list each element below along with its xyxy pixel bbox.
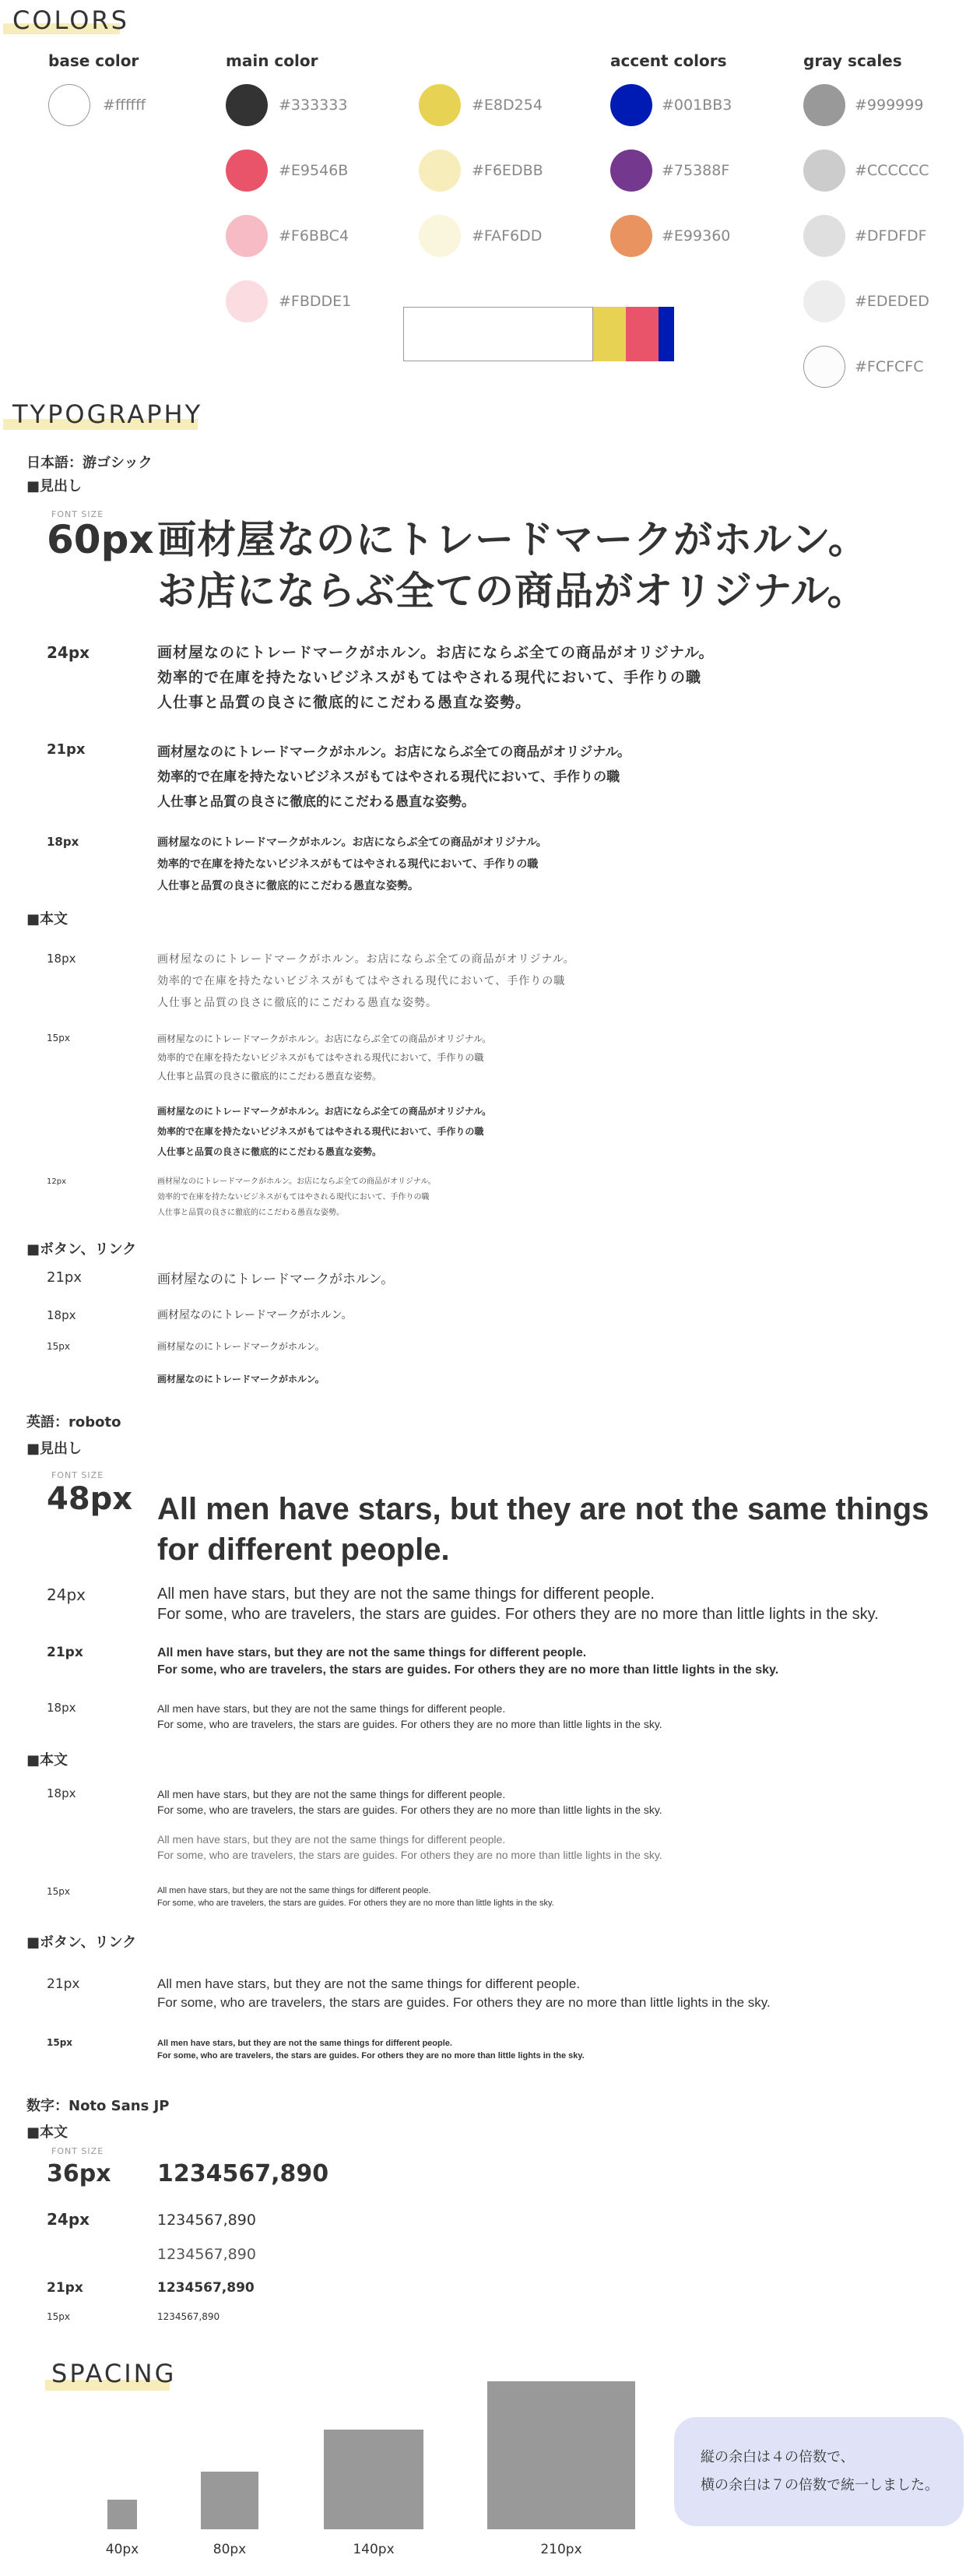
en-font-heading: 英語：roboto bbox=[26, 1414, 121, 1431]
size-label-21: 21px bbox=[47, 2280, 83, 2296]
ja-heading-60: 画材屋なのにトレードマークがホルン。 お店にならぶ全ての商品がオリジナル。 bbox=[157, 517, 868, 614]
hex-label: #FCFCFC bbox=[855, 358, 924, 375]
ratio-white bbox=[403, 307, 593, 361]
size-label-21: 21px bbox=[47, 1645, 83, 1660]
spacing-label-210: 210px bbox=[540, 2542, 582, 2557]
size-label-15: 15px bbox=[47, 1033, 70, 1043]
ratio-red bbox=[626, 307, 659, 361]
swatch-gray bbox=[803, 215, 845, 257]
num-36: 1234567,890 bbox=[157, 2160, 329, 2187]
hex-label: #001BB3 bbox=[662, 97, 732, 114]
spacing-square-80 bbox=[201, 2472, 258, 2529]
ja-headline-heading: ■見出し bbox=[26, 478, 83, 494]
en-body-18: All men have stars, but they are not the same things for different people. For some, who are travelers, the stars are guides. For others they are no more than little lights in the sky. bbox=[157, 1788, 662, 1816]
swatch-main bbox=[226, 150, 268, 192]
ja-heading-21: 画材屋なのにトレードマークがホルン。お店にならぶ全ての商品がオリジナル。 効率的で在庫を持たないビジネスがもてはやされる現代において、手作りの職 人仕事と品質の良さに徹底的にこだわる愚直な姿勢。 bbox=[157, 744, 631, 810]
en-text-21: All men have stars, but they are not the same things for different people. For some, who are travelers, the stars are guides. For others they are no more than little lights in the sky. bbox=[157, 1646, 779, 1677]
ratio-yellow bbox=[593, 307, 626, 361]
size-label-12: 12px bbox=[47, 1177, 66, 1186]
en-body-15: All men have stars, but they are not the same things for different people. For some, who are travelers, the stars are guides. For others they are no more than little lights in the sky. bbox=[157, 1886, 554, 1908]
swatch-gray bbox=[803, 84, 845, 126]
spacing-square-210 bbox=[487, 2381, 635, 2529]
hex-label: #CCCCCC bbox=[855, 162, 929, 179]
size-label-24: 24px bbox=[47, 1585, 86, 1604]
hex-label: #E9546B bbox=[279, 162, 349, 179]
hex-label: #75388F bbox=[662, 162, 730, 179]
hex-label: #333333 bbox=[279, 97, 348, 114]
ja-body-18: 画材屋なのにトレードマークがホルン。お店にならぶ全ての商品がオリジナル。 効率的で在庫を持たないビジネスがもてはやされる現代において、手作りの職 人仕事と品質の良さに徹底的にこだわる愚直な姿勢。 bbox=[157, 953, 575, 1009]
hex-label: #F6BBC4 bbox=[279, 227, 350, 245]
accent-colors-heading: accent colors bbox=[610, 51, 727, 70]
size-label-60: 60px bbox=[47, 517, 154, 562]
ja-body-15: 画材屋なのにトレードマークがホルン。お店にならぶ全ての商品がオリジナル。 効率的で在庫を持たないビジネスがもてはやされる現代において、手作りの職 人仕事と品質の良さに徹底的にこだわる愚直な姿勢。 bbox=[157, 1033, 492, 1082]
hex-label: #E8D254 bbox=[472, 97, 543, 114]
num-21: 1234567,890 bbox=[157, 2280, 255, 2296]
typography-section-title: TYPOGRAPHY bbox=[12, 399, 203, 429]
base-color-heading: base color bbox=[48, 51, 139, 70]
hex-label: #F6EDBB bbox=[472, 162, 543, 179]
size-label-15: 15px bbox=[47, 2311, 70, 2322]
num-15: 1234567,890 bbox=[157, 2311, 220, 2322]
size-label-18: 18px bbox=[47, 952, 76, 966]
spacing-label-140: 140px bbox=[353, 2542, 395, 2557]
swatch-main bbox=[419, 215, 461, 257]
num-body-heading: ■本文 bbox=[26, 2124, 68, 2141]
hex-label: #999999 bbox=[855, 97, 924, 114]
ja-button-21[interactable]: 画材屋なのにトレードマークがホルン。 bbox=[157, 1272, 395, 1287]
swatch-main bbox=[419, 150, 461, 192]
ja-body-15-bold: 画材屋なのにトレードマークがホルン。お店にならぶ全ての商品がオリジナル。 効率的で在庫を持たないビジネスがもてはやされる現代において、手作りの職 人仕事と品質の良さに徹底的にこだわる愚直な姿勢。 bbox=[157, 1106, 492, 1157]
swatch-gray bbox=[803, 280, 845, 322]
size-label-15: 15px bbox=[47, 1886, 70, 1897]
hex-label: #E99360 bbox=[662, 227, 731, 245]
font-size-caption: FONT SIZE bbox=[51, 1470, 104, 1480]
ja-body-heading: ■本文 bbox=[26, 911, 68, 927]
swatch-gray bbox=[803, 150, 845, 192]
en-button-heading: ■ボタン、リンク bbox=[26, 1934, 137, 1951]
num-24-light: 1234567,890 bbox=[157, 2246, 256, 2263]
en-text-18: All men have stars, but they are not the same things for different people. For some, who are travelers, the stars are guides. For others they are no more than little lights in the sky. bbox=[157, 1702, 662, 1730]
swatch-base-white bbox=[48, 84, 90, 126]
hex-label: #EDEDED bbox=[855, 293, 929, 310]
size-label-24: 24px bbox=[47, 643, 90, 662]
en-text-24: All men have stars, but they are not the same things for different people. For some, who are travelers, the stars are guides. For others they are no more than little lights in the sky. bbox=[157, 1585, 879, 1623]
ja-heading-18: 画材屋なのにトレードマークがホルン。お店にならぶ全ての商品がオリジナル。 効率的で在庫を持たないビジネスがもてはやされる現代において、手作りの職 人仕事と品質の良さに徹底的にこだわる愚直な姿勢。 bbox=[157, 836, 547, 892]
swatch-main bbox=[226, 215, 268, 257]
spacing-label-80: 80px bbox=[213, 2542, 247, 2557]
swatch-main bbox=[226, 84, 268, 126]
size-label-36: 36px bbox=[47, 2160, 111, 2187]
en-body-18-light: All men have stars, but they are not the same things for different people. For some, who are travelers, the stars are guides. For others they are no more than little lights in the sky. bbox=[157, 1833, 662, 1861]
swatch-accent bbox=[610, 215, 652, 257]
num-font-heading: 数字：Noto Sans JP bbox=[26, 2098, 170, 2114]
swatch-main bbox=[226, 280, 268, 322]
size-label-21: 21px bbox=[47, 1269, 82, 1286]
size-label-18: 18px bbox=[47, 1308, 76, 1322]
en-body-heading: ■本文 bbox=[26, 1752, 68, 1768]
size-label-15: 15px bbox=[47, 2037, 73, 2048]
ja-heading-24: 画材屋なのにトレードマークがホルン。お店にならぶ全ての商品がオリジナル。 効率的で在庫を持たないビジネスがもてはやされる現代において、手作りの職 人仕事と品質の良さに徹底的にこだわる愚直な姿勢。 bbox=[157, 644, 715, 711]
en-button-15[interactable]: All men have stars, but they are not the same things for different people. For some, who are travelers, the stars are guides. For others they are no more than little lights in the sky. bbox=[157, 2039, 585, 2060]
swatch-gray bbox=[803, 346, 845, 388]
hex-label: #FBDDE1 bbox=[279, 293, 352, 310]
font-size-caption: FONT SIZE bbox=[51, 2146, 104, 2156]
swatch-accent bbox=[610, 84, 652, 126]
size-label-18: 18px bbox=[47, 1701, 76, 1715]
hex-label: #FAF6DD bbox=[472, 227, 543, 245]
spacing-square-140 bbox=[324, 2430, 423, 2529]
ja-button-15-bold[interactable]: 画材屋なのにトレードマークがホルン。 bbox=[157, 1374, 325, 1385]
size-label-21: 21px bbox=[47, 1976, 80, 1992]
colors-section-title: COLORS bbox=[12, 5, 129, 35]
spacing-square-40 bbox=[107, 2500, 137, 2529]
ja-font-heading: 日本語：游ゴシック bbox=[26, 455, 153, 471]
hex-label: #ffffff bbox=[103, 97, 146, 114]
ja-button-18[interactable]: 画材屋なのにトレードマークがホルン。 bbox=[157, 1309, 353, 1321]
gray-scales-heading: gray scales bbox=[803, 51, 902, 70]
spacing-label-40: 40px bbox=[105, 2542, 139, 2557]
ja-button-15[interactable]: 画材屋なのにトレードマークがホルン。 bbox=[157, 1341, 325, 1352]
hex-label: #DFDFDF bbox=[855, 227, 927, 245]
ja-button-heading: ■ボタン、リンク bbox=[26, 1241, 137, 1258]
size-label-18: 18px bbox=[47, 1786, 76, 1800]
size-label-18: 18px bbox=[47, 835, 79, 849]
ratio-blue bbox=[659, 307, 674, 361]
en-button-21[interactable]: All men have stars, but they are not the same things for different people. For some, who are travelers, the stars are guides. For others they are no more than little lights in the sky. bbox=[157, 1976, 771, 2010]
size-label-15: 15px bbox=[47, 1341, 70, 1352]
ja-body-12: 画材屋なのにトレードマークがホルン。お店にならぶ全ての商品がオリジナル。 効率的で在庫を持たないビジネスがもてはやされる現代において、手作りの職 人仕事と品質の良さに徹底的にこだわる愚直な姿勢。 bbox=[157, 1177, 436, 1217]
spacing-section-title: SPACING bbox=[51, 2359, 177, 2388]
font-size-caption: FONT SIZE bbox=[51, 509, 104, 519]
spacing-note-line2: 横の余白は７の倍数で統一しました。 bbox=[701, 2477, 939, 2493]
main-color-heading: main color bbox=[226, 51, 318, 70]
spacing-note bbox=[674, 2417, 964, 2526]
swatch-main bbox=[419, 84, 461, 126]
size-label-24: 24px bbox=[47, 2210, 90, 2229]
en-headline-heading: ■見出し bbox=[26, 1441, 83, 1457]
size-label-48: 48px bbox=[47, 1481, 133, 1517]
color-ratio-bar bbox=[403, 307, 674, 361]
en-heading-48: All men have stars, but they are not the same things for different people. bbox=[157, 1492, 929, 1567]
swatch-accent bbox=[610, 150, 652, 192]
size-label-21: 21px bbox=[47, 741, 86, 758]
num-24: 1234567,890 bbox=[157, 2212, 256, 2229]
spacing-note-line1: 縦の余白は４の倍数で、 bbox=[701, 2449, 855, 2465]
